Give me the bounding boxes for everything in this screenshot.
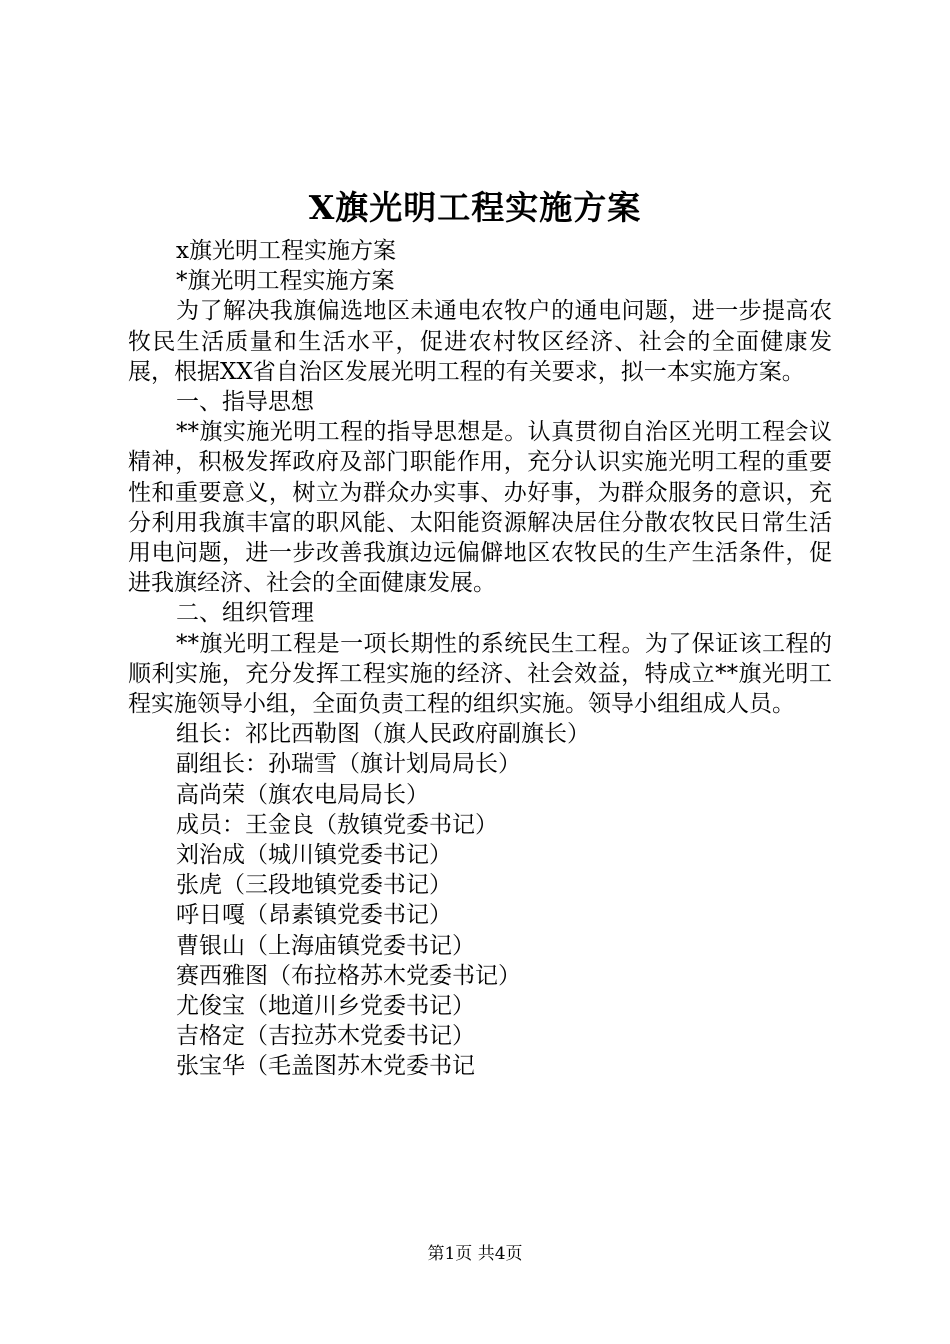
member-line: 刘治成（城川镇党委书记） [176,842,452,869]
member-line: 尤俊宝（地道川乡党委书记） [176,993,475,1020]
paragraph: **旗光明工程是一项长期性的系统民生工程。为了保证该工程的顺利实施，充分发挥工程实施的经济、社会效益，特成立**旗光明工程实施领导小组，全面负责工程的组织实施。领导小组组成人员。 [128,630,832,718]
member-line: 张宝华（毛盖图苏木党委书记 [176,1053,475,1080]
member-line: 副组长：孙瑞雪（旗计划局局长） [176,751,521,778]
member-line: 成员：王金良（敖镇党委书记） [176,811,498,838]
member-line: 吉格定（吉拉苏木党委书记） [176,1023,475,1050]
paragraph: x旗光明工程实施方案 [176,238,396,264]
section-heading: 二、组织管理 [176,600,314,627]
section-heading: 一、指导思想 [176,389,314,416]
paragraph: **旗实施光明工程的指导思想是。认真贯彻自治区光明工程会议精神，积极发挥政府及部门职能作用，充分认识实施光明工程的重要性和重要意义，树立为群众办实事、办好事，为群众服务的意识，充分利用我旗丰富的职风能、太阳能资源解决居住分散农牧民日常生活用电问题，进一步改善我旗边远偏僻地区农牧民的生产生活条件，促进我旗经济、社会的全面健康发展。 [128,419,832,597]
member-line: 赛西雅图（布拉格苏木党委书记） [176,962,521,989]
member-line: 高尚荣（旗农电局局长） [176,781,429,808]
document-title: X旗光明工程实施方案 [308,188,642,227]
paragraph: *旗光明工程实施方案 [176,268,395,295]
member-line: 张虎（三段地镇党委书记） [176,872,452,899]
member-line: 曹银山（上海庙镇党委书记） [176,932,475,959]
paragraph: 为了解决我旗偏选地区未通电农牧户的通电问题，进一步提高农牧民生活质量和生活水平，促进农村牧区经济、社会的全面健康发展，根据XX省自治区发展光明工程的有关要求，拟一本实施方案。 [128,298,832,385]
member-line: 组长：祁比西勒图（旗人民政府副旗长） [176,721,590,748]
member-line: 呼日嘎（昂素镇党委书记） [176,902,452,929]
page-footer: 第1页 共4页 [427,1244,523,1264]
document-body [128,236,832,1082]
